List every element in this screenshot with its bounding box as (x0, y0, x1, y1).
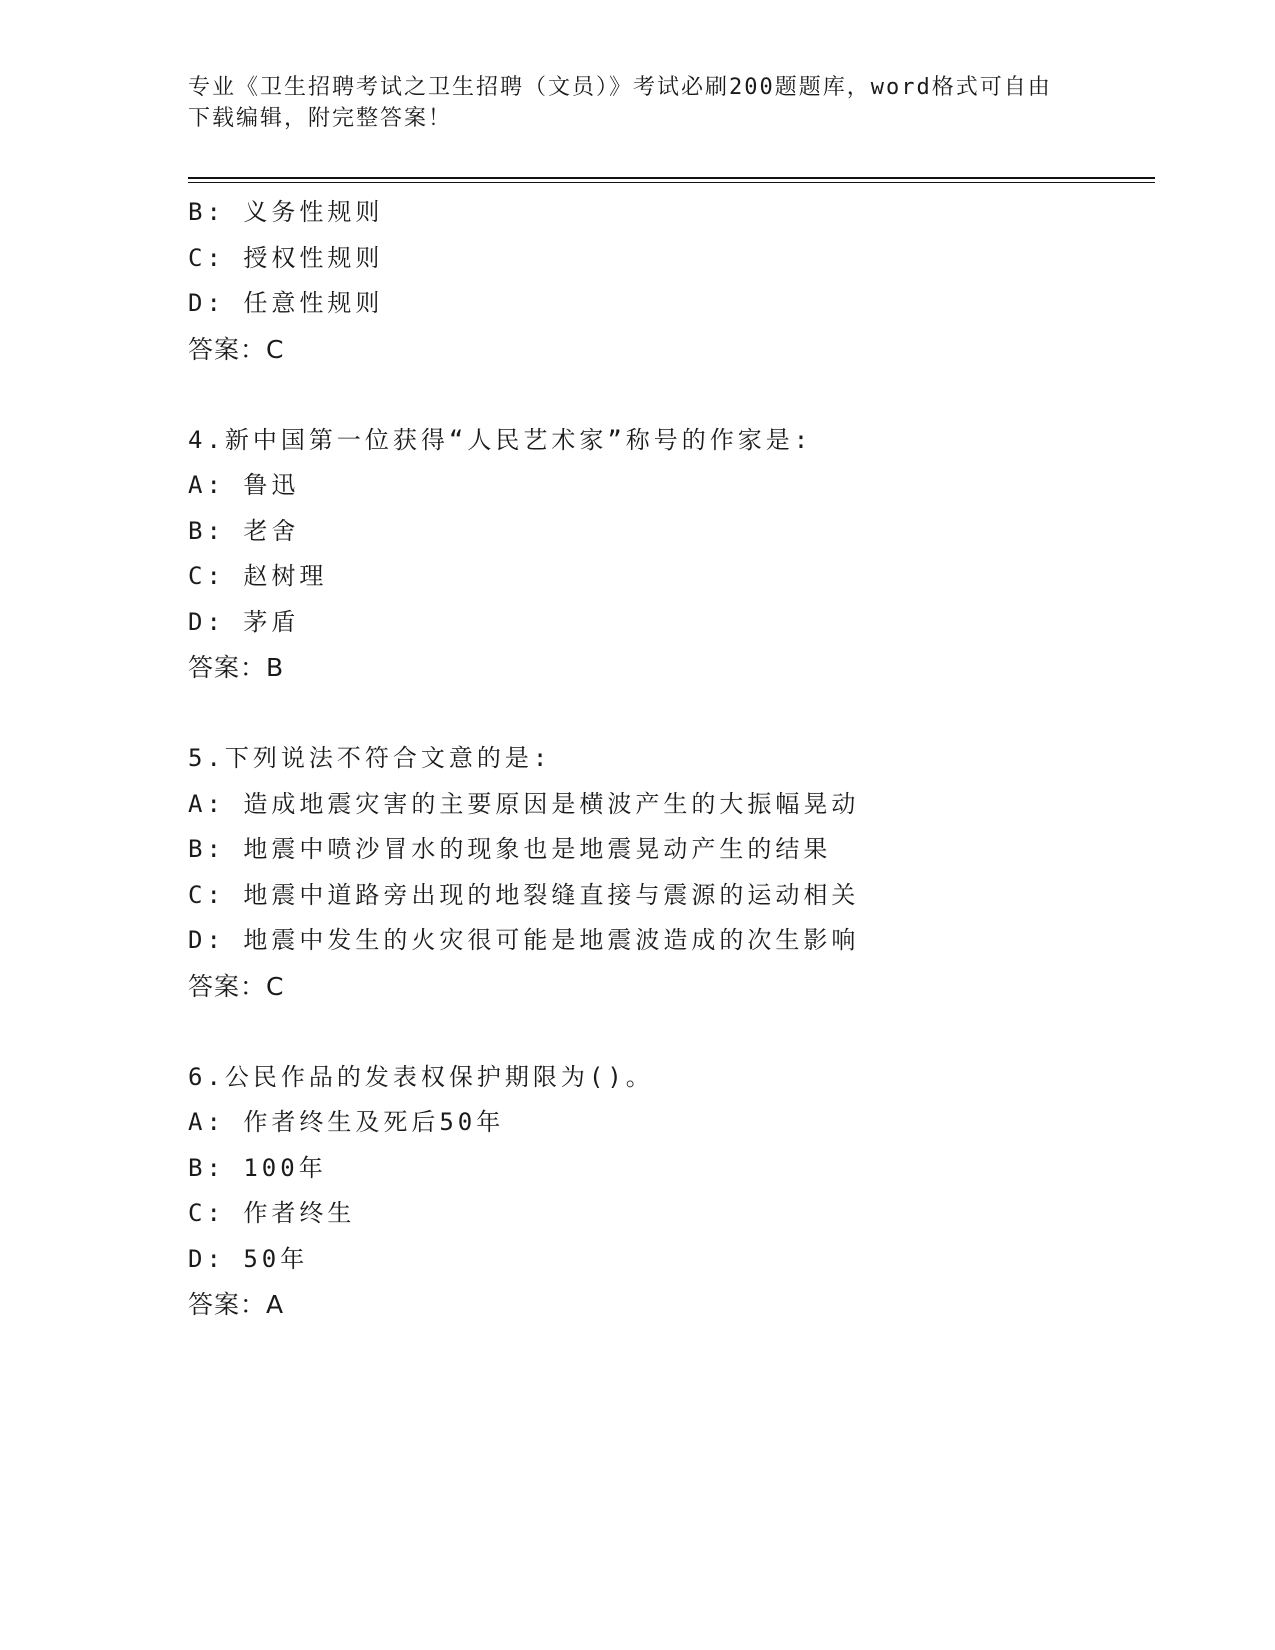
q3-option-b: B: 义务性规则 (188, 198, 384, 226)
q5-stem: 5.下列说法不符合文意的是: (188, 744, 552, 772)
q5-option-c: C: 地震中道路旁出现的地裂缝直接与震源的运动相关 (188, 880, 860, 909)
q3-option-c: C: 授权性规则 (188, 243, 384, 272)
question-4-block (188, 418, 1148, 691)
q4-option-d: D: 茅盾 (188, 607, 300, 636)
header-divider-thick (188, 177, 1155, 179)
q6-option-d: D: 50年 (188, 1244, 309, 1273)
q5-option-d: D: 地震中发生的火灾很可能是地震波造成的次生影响 (188, 926, 860, 954)
header-divider-thin (188, 182, 1155, 183)
question-5-block (188, 736, 1148, 1009)
q4-option-c: C: 赵树理 (188, 562, 328, 590)
document-header: 专业《卫生招聘考试之卫生招聘（文员）》考试必刷200题题库，word格式可自由下载编辑，附完整答案！ (188, 75, 1052, 131)
q3-answer: 答案：C (188, 334, 285, 364)
spacer (188, 1009, 1148, 1055)
q4-answer: 答案：B (188, 653, 285, 682)
q5-answer: 答案：C (188, 971, 285, 1001)
question-3-block (188, 190, 1148, 372)
spacer (188, 372, 1148, 418)
q5-option-b: B: 地震中喷沙冒水的现象也是地震晃动产生的结果 (188, 835, 832, 863)
question-list (188, 190, 1148, 1328)
q6-option-c: C: 作者终生 (188, 1199, 356, 1227)
q6-option-b: B: 100年 (188, 1153, 327, 1182)
q5-option-a: A: 造成地震灾害的主要原因是横波产生的大振幅晃动 (188, 789, 860, 818)
q4-stem: 4.新中国第一位获得“人民艺术家”称号的作家是: (188, 425, 813, 454)
q4-option-a: A: 鲁迅 (188, 471, 300, 499)
q6-option-a: A: 作者终生及死后50年 (188, 1108, 505, 1136)
q6-stem: 6.公民作品的发表权保护期限为()。 (188, 1062, 654, 1091)
q3-option-d: D: 任意性规则 (188, 289, 384, 317)
q6-answer: 答案：A (188, 1290, 285, 1319)
question-6-block (188, 1055, 1148, 1328)
spacer (188, 691, 1148, 737)
q4-option-b: B: 老舍 (188, 516, 300, 545)
